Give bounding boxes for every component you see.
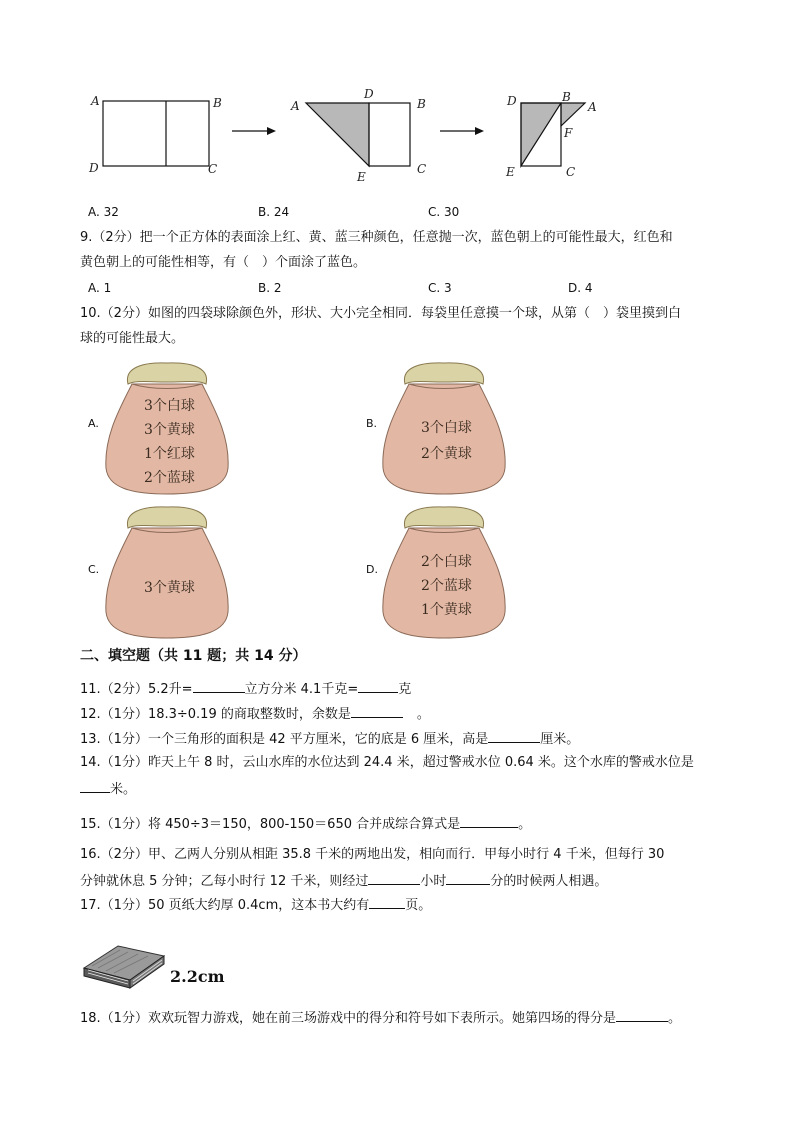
label-A: A: [588, 100, 597, 114]
q15: [80, 814, 531, 834]
q13-text-a: 13.（1分）一个三角形的面积是 42 平方厘米，它的底是 6 厘米，高是: [80, 732, 489, 747]
q17-blank[interactable]: [369, 895, 405, 909]
q11: [80, 679, 411, 699]
q13: [80, 729, 579, 749]
bag-option-label-d[interactable]: D.: [366, 563, 378, 576]
label-B: B: [562, 90, 571, 104]
q18-text-b: 。: [667, 1011, 681, 1026]
q13-blank[interactable]: [488, 729, 540, 743]
arrow-icon: [232, 127, 276, 135]
figure-fold-step-1: [290, 87, 426, 184]
q16-text-c: 分的时候两人相遇。: [490, 874, 608, 889]
bag-a-line-3: 1个红球: [144, 446, 195, 462]
section-heading: 二、填空题（共 11 题；共 14 分）: [80, 648, 307, 664]
label-B: B: [417, 97, 426, 111]
q12: [80, 704, 430, 724]
bag-a[interactable]: [102, 358, 232, 498]
book-thickness-label: 2.2cm: [170, 967, 225, 986]
q11-blank-1[interactable]: [193, 679, 245, 693]
bag-d[interactable]: [379, 502, 509, 642]
q10-text-line2: 球的可能性最大。: [80, 331, 185, 346]
q11-blank-2[interactable]: [358, 679, 398, 693]
q18: [80, 1008, 681, 1028]
bag-b-line-1: 3个白球: [421, 420, 472, 436]
bag-d-line-1: 2个白球: [421, 554, 472, 570]
q16-line2: [80, 871, 607, 891]
bag-b[interactable]: [379, 358, 509, 498]
q16-text-a: 分钟就休息 5 分钟；乙每小时行 12 千米，则经过: [80, 874, 369, 889]
bag-c[interactable]: [102, 502, 232, 642]
q17-text-a: 17.（1分）50 页纸大约厚 0.4cm，这本书大约有: [80, 898, 370, 913]
q9-text-line1: 9.（2分）把一个正方体的表面涂上红、黄、蓝三种颜色，任意抛一次，蓝色朝上的可能性最大，红色和: [80, 230, 673, 245]
q9-text-line2: 黄色朝上的可能性相等，有（ ）个面涂了蓝色。: [80, 255, 367, 270]
bag-b-line-2: 2个黄球: [421, 446, 472, 462]
label-A: A: [291, 99, 300, 113]
q8-option-a[interactable]: A. 32: [88, 205, 119, 219]
bag-c-line-1: 3个黄球: [144, 580, 195, 596]
bag-option-label-c[interactable]: C.: [88, 563, 100, 576]
book-image: [78, 938, 168, 990]
q16-blank-2[interactable]: [446, 871, 490, 885]
q17: [80, 895, 431, 915]
q10-text-line1: 10.（2分）如图的四袋球除颜色外，形状、大小完全相同．每袋里任意摸一个球，从第（ ）袋里摸到白: [80, 306, 681, 321]
q12-blank[interactable]: [351, 704, 403, 718]
q16-text-line1: 16.（2分）甲、乙两人分别从相距 35.8 千米的两地出发，相向而行．甲每小时行 4 千米，但每行 30: [80, 847, 665, 862]
q14-text-b: 米。: [110, 782, 137, 797]
q17-text-b: 页。: [405, 898, 432, 913]
bag-option-label-a[interactable]: A.: [88, 417, 99, 430]
q12-text-b: 。: [416, 707, 430, 722]
label-F: F: [564, 126, 573, 140]
q15-blank[interactable]: [460, 814, 518, 828]
q15-text-a: 15.（1分）将 450÷3＝150，800-150＝650 合并成综合算式是: [80, 817, 461, 832]
label-C: C: [417, 162, 427, 176]
q11-text-a: 11.（2分）5.2升=: [80, 682, 193, 697]
q16-text-b: 小时: [420, 874, 447, 889]
label-C: C: [566, 165, 576, 179]
q14-text-line1: 14.（1分）昨天上午 8 时，云山水库的水位达到 24.4 米，超过警戒水位 0.64 米。这个水库的警戒水位是: [80, 755, 694, 770]
bag-d-line-2: 2个蓝球: [421, 578, 472, 594]
figure-rectangle-original: [88, 94, 222, 176]
q14-blank[interactable]: [80, 779, 110, 793]
q9-option-b[interactable]: B. 2: [258, 281, 282, 295]
q15-text-b: 。: [518, 817, 532, 832]
label-C: C: [208, 162, 218, 176]
figure-fold-step-2: [505, 90, 597, 179]
label-E: E: [357, 170, 366, 184]
label-E: E: [506, 165, 515, 179]
arrow-icon: [440, 127, 484, 135]
folding-figure: [80, 80, 620, 190]
label-D: D: [507, 94, 517, 108]
q14-line2: [80, 779, 136, 799]
q8-option-b[interactable]: B. 24: [258, 205, 290, 219]
q13-text-b: 厘米。: [540, 732, 580, 747]
label-D: D: [364, 87, 374, 101]
q18-blank[interactable]: [616, 1008, 668, 1022]
bag-a-line-2: 3个黄球: [144, 422, 195, 438]
q9-option-a[interactable]: A. 1: [88, 281, 112, 295]
bag-a-line-1: 3个白球: [144, 398, 195, 414]
q18-text-a: 18.（1分）欢欢玩智力游戏，她在前三场游戏中的得分和符号如下表所示。她第四场的得分是: [80, 1011, 616, 1026]
q12-text-a: 12.（1分）18.3÷0.19 的商取整数时，余数是: [80, 707, 351, 722]
q16-blank-1[interactable]: [368, 871, 420, 885]
q11-text-c: 克: [398, 682, 412, 697]
label-B: B: [213, 96, 222, 110]
bag-a-line-4: 2个蓝球: [144, 470, 195, 486]
q11-text-b: 立方分米 4.1千克=: [244, 682, 359, 697]
q9-option-c[interactable]: C. 3: [428, 281, 452, 295]
q9-option-d[interactable]: D. 4: [568, 281, 593, 295]
label-D: D: [89, 161, 99, 175]
label-A: A: [91, 94, 100, 108]
bag-option-label-b[interactable]: B.: [366, 417, 378, 430]
q8-option-c[interactable]: C. 30: [428, 205, 460, 219]
bag-d-line-3: 1个黄球: [421, 602, 472, 618]
